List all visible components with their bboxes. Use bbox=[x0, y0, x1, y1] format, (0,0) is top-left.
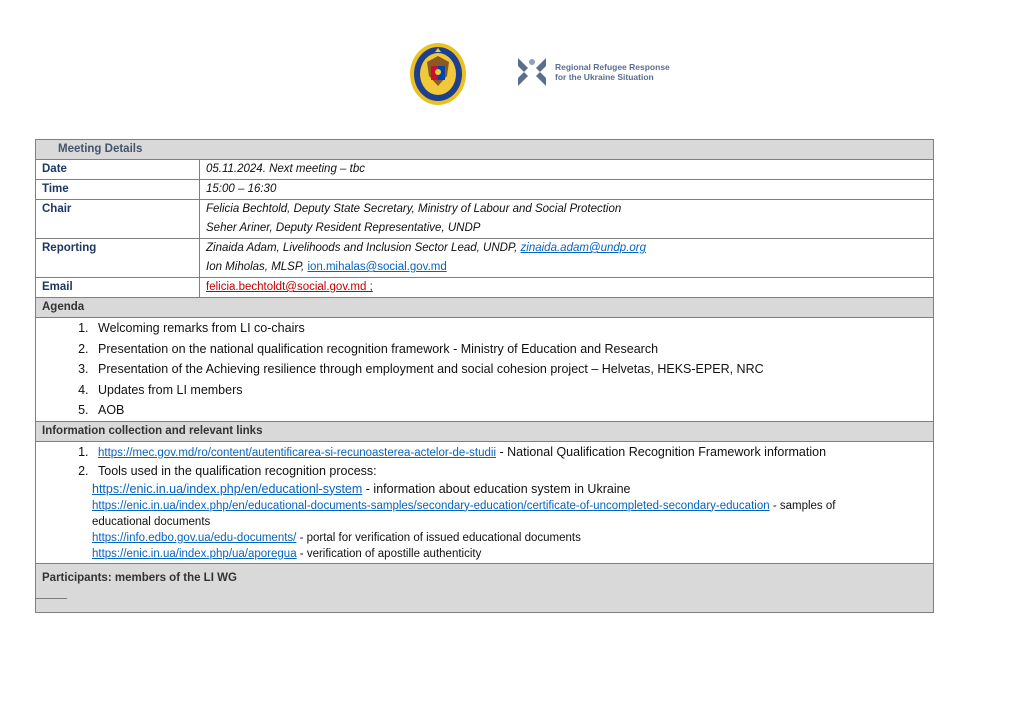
agenda-header: Agenda bbox=[36, 298, 934, 318]
partner-logo bbox=[514, 54, 684, 94]
recognition-framework-link[interactable]: https://mec.gov.md/ro/content/autentificarea-si-recunoasterea-actelor-de-studii bbox=[98, 446, 497, 459]
tool-3 bbox=[42, 530, 927, 546]
info-header: Information collection and relevant links bbox=[36, 421, 934, 441]
agenda-item: 2. Presentation on the national qualification recognition framework - Ministry of Education and Research bbox=[92, 339, 927, 360]
apostille-desc: - verification of apostille authenticity bbox=[296, 547, 482, 560]
agenda-item: 4. Updates from LI members bbox=[92, 380, 927, 401]
chair-1: Felicia Bechtold, Deputy State Secretary, Ministry of Labour and Social Protection bbox=[206, 203, 622, 215]
reporting-1-email-link[interactable]: zinaida.adam@undp.org bbox=[520, 242, 647, 254]
moldova-seal-icon bbox=[409, 42, 467, 106]
document-samples-link[interactable]: https://enic.in.ua/index.php/en/educational-documents-samples/secondary-education/certificate-of-uncompleted-secondary-education bbox=[92, 499, 770, 512]
agenda-item: 1. Welcoming remarks from LI co-chairs bbox=[92, 318, 927, 339]
footer-rule bbox=[35, 598, 67, 599]
date-label: Date bbox=[36, 160, 200, 180]
edbo-portal-link[interactable]: https://info.edbo.gov.ua/edu-documents/ bbox=[92, 531, 297, 544]
email-label: Email bbox=[36, 278, 200, 298]
participants-header: Participants: members of the LI WG bbox=[36, 563, 934, 612]
reporting-1-text: Zinaida Adam, Livelihoods and Inclusion Sector Lead, UNDP, bbox=[206, 242, 518, 254]
reporting-label: Reporting bbox=[36, 239, 200, 278]
logo-bar bbox=[0, 40, 1024, 110]
partner-line-1: Regional Refugee Response bbox=[555, 62, 670, 72]
agenda-item: 5. AOB bbox=[92, 400, 927, 421]
tool-2-continued: educational documents bbox=[92, 515, 211, 528]
reporting-1 bbox=[206, 239, 927, 258]
time-label: Time bbox=[36, 180, 200, 200]
refugee-response-icon bbox=[514, 54, 550, 90]
date-value: 05.11.2024. Next meeting – tbc bbox=[200, 160, 934, 180]
document-samples-desc: - samples of bbox=[769, 499, 836, 512]
meeting-table bbox=[35, 139, 934, 613]
time-value: 15:00 – 16:30 bbox=[200, 180, 934, 200]
agenda-item: 3. Presentation of the Achieving resilience through employment and social cohesion project – Helvetas, HEKS-EPER, NRC bbox=[92, 359, 927, 380]
chair-label: Chair bbox=[36, 200, 200, 239]
reporting-2 bbox=[206, 258, 927, 277]
info-item-1 bbox=[92, 443, 927, 462]
edbo-portal-desc: - portal for verification of issued educational documents bbox=[296, 531, 581, 544]
agenda-list bbox=[42, 318, 927, 421]
meeting-details-header: Meeting Details bbox=[36, 140, 934, 160]
apostille-link[interactable]: https://enic.in.ua/index.php/ua/aporegua bbox=[92, 547, 297, 560]
email-link[interactable]: felicia.bechtoldt@social.gov.md ; bbox=[206, 281, 373, 293]
chair-2: Seher Ariner, Deputy Resident Representative, UNDP bbox=[206, 222, 481, 234]
info-item-2: 2. Tools used in the qualification recognition process: bbox=[92, 462, 927, 480]
education-system-desc: - information about education system in Ukraine bbox=[362, 481, 631, 496]
info-list bbox=[42, 443, 927, 480]
tool-1 bbox=[42, 480, 927, 498]
recognition-framework-desc: - National Qualification Recognition Framework information bbox=[496, 444, 827, 459]
education-system-link[interactable]: https://enic.in.ua/index.php/en/educationl-system bbox=[92, 481, 363, 496]
reporting-2-text: Ion Miholas, MLSP, bbox=[206, 261, 305, 273]
tool-2 bbox=[42, 498, 927, 514]
partner-line-2: for the Ukraine Situation bbox=[555, 72, 654, 82]
reporting-2-email-link[interactable]: ion.mihalas@social.gov.md bbox=[307, 261, 447, 273]
tool-4 bbox=[42, 546, 927, 562]
